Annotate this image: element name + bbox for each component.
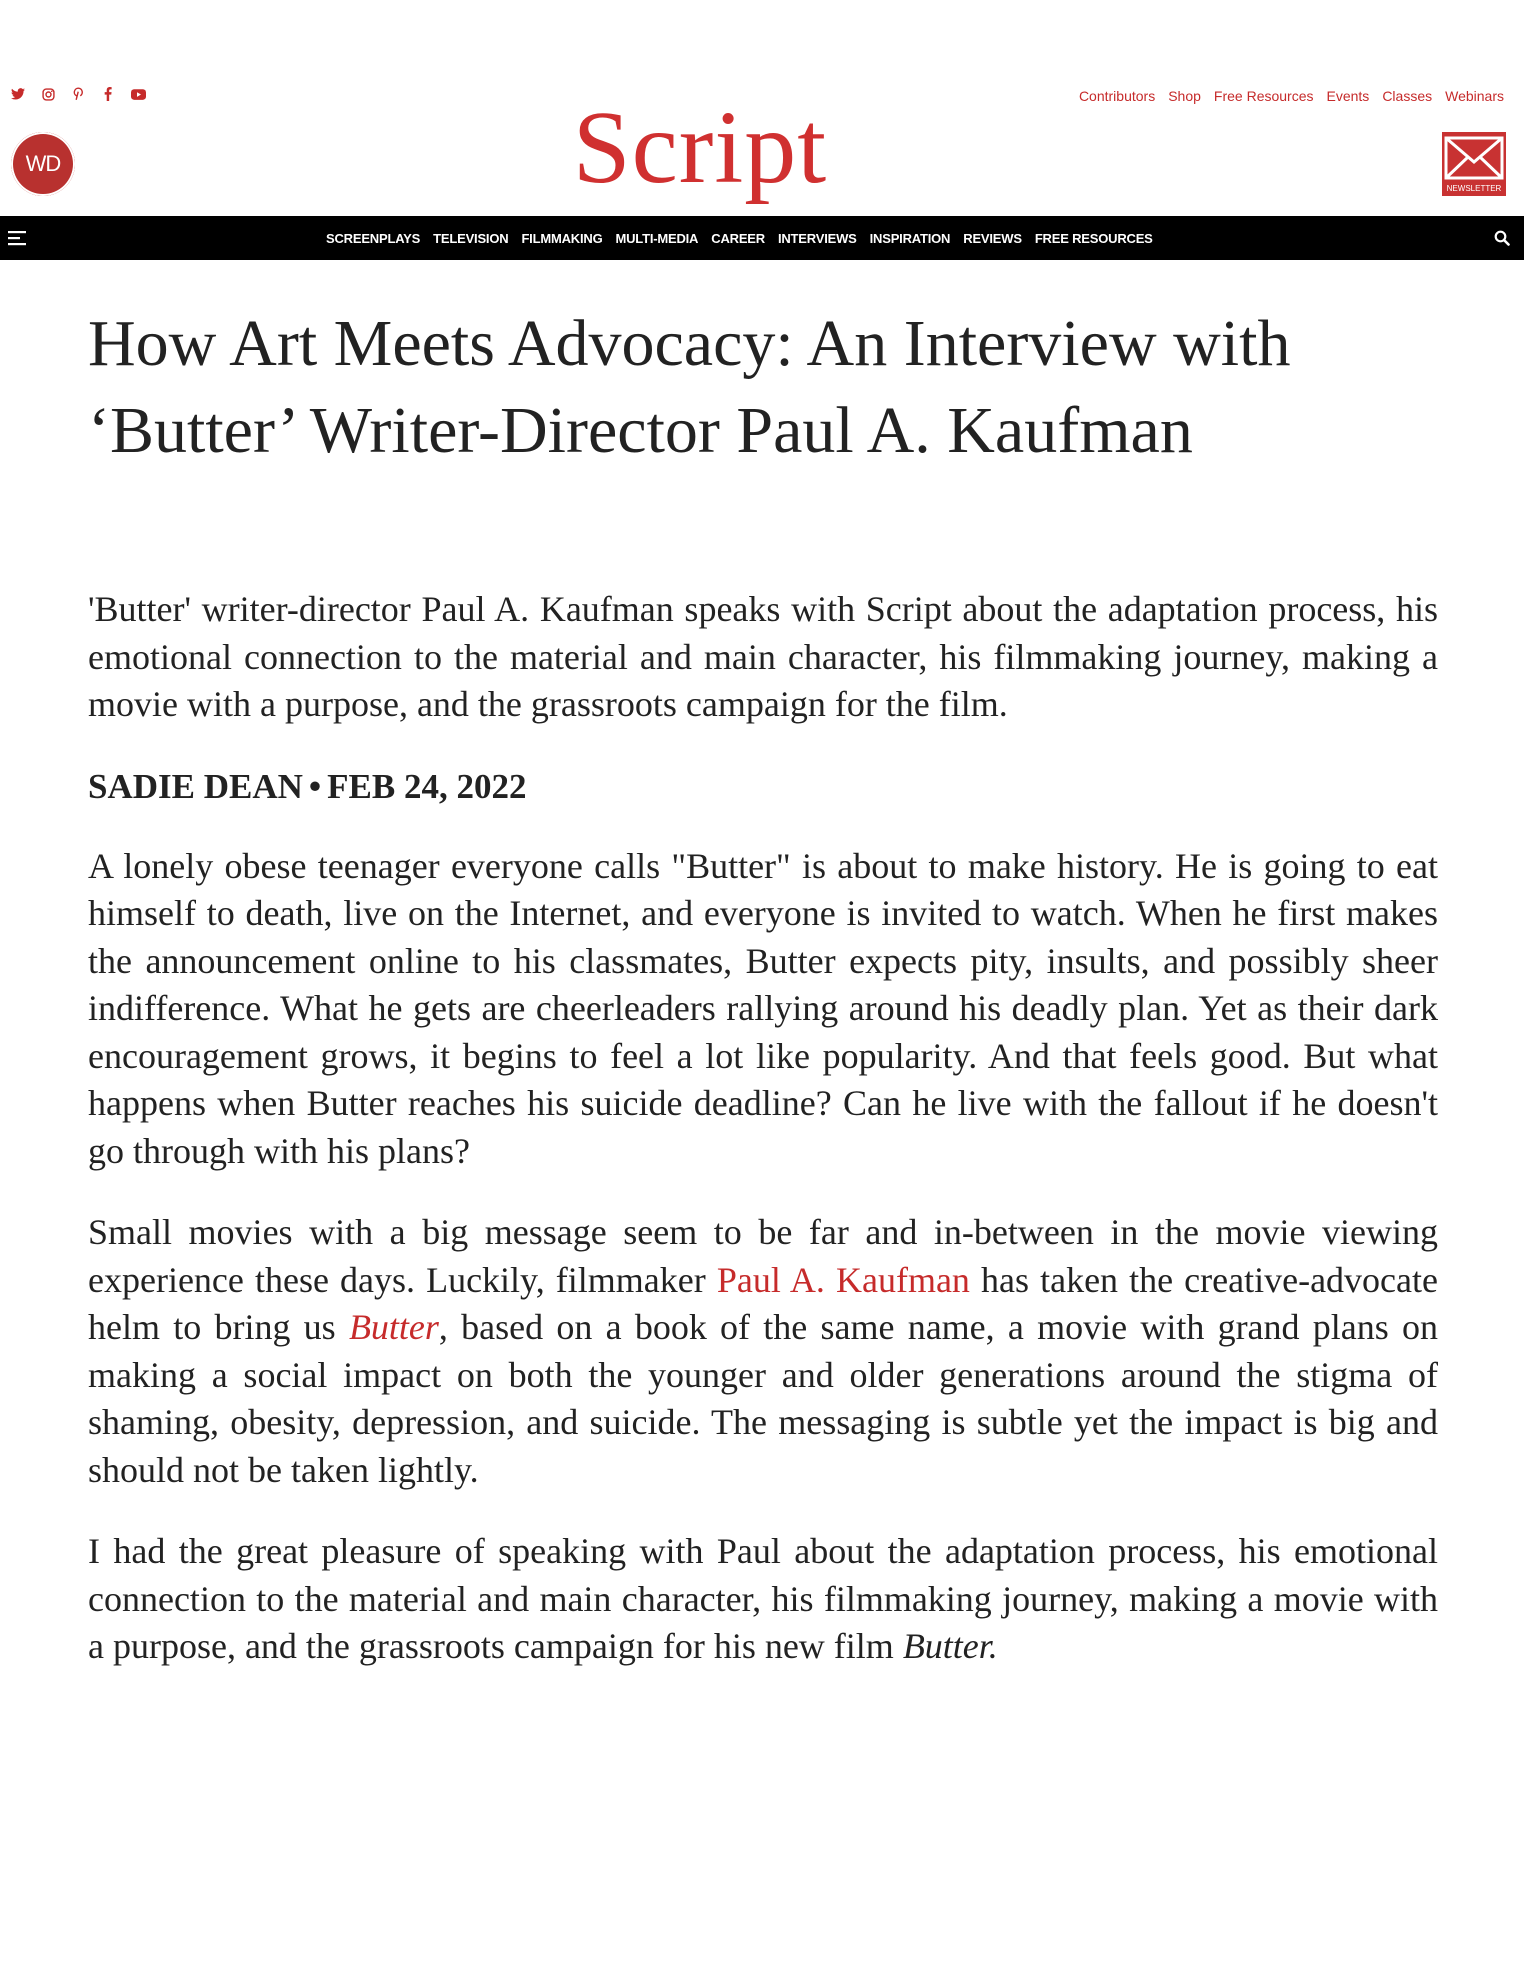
paragraph-2-text-c: , based on a book of the same name, a movie with grand plans on making a social impact on both the younger and older generations around the stigma of shaming, obesity, depression, and suicide. The messaging is subtle yet the impact is big and should not be taken lightly. [88, 1307, 1439, 1490]
main-nav [0, 216, 1524, 260]
nav-item-filmmaking[interactable]: FILMMAKING [521, 230, 603, 246]
author-name[interactable]: SADIE DEAN [88, 766, 303, 806]
nav-item-television[interactable]: TELEVISION [433, 230, 509, 246]
byline-separator: • [308, 766, 322, 806]
nav-item-multi-media[interactable]: MULTI-MEDIA [615, 230, 699, 246]
article-paragraph-2 [88, 1209, 1438, 1494]
hamburger-menu-icon[interactable] [8, 229, 30, 247]
nav-item-career[interactable]: CAREER [711, 230, 765, 246]
newsletter-label: NEWSLETTER [1446, 184, 1502, 193]
article-paragraph-3 [88, 1528, 1438, 1671]
nav-item-reviews[interactable]: REVIEWS [963, 230, 1022, 246]
paragraph-2-text-b: has taken the creative-advocate helm to bring us [88, 1259, 1438, 1347]
butter-film-link[interactable]: Butter [348, 1307, 439, 1347]
article-title-line-1: How Art Meets Advocacy: An Interview with [88, 307, 1291, 380]
search-icon[interactable] [1494, 230, 1510, 246]
newsletter-button[interactable] [1442, 132, 1506, 196]
paragraph-3-text-a: I had the great pleasure of speaking with Paul about the adaptation process, his emotional connection to the material and main character, his filmmaking journey, making a movie with a purpose, and the grassroots campaign for his new film [88, 1531, 1438, 1666]
wd-logo-text: WD [25, 151, 61, 176]
script-logo[interactable]: Script [572, 90, 828, 205]
article [88, 300, 1438, 1671]
nav-item-free-resources[interactable]: FREE RESOURCES [1034, 230, 1153, 246]
top-link-free-resources[interactable]: Free Resources [1213, 88, 1314, 104]
article-title [88, 300, 1438, 474]
top-link-contributors[interactable]: Contributors [1078, 88, 1156, 104]
top-link-shop[interactable]: Shop [1168, 88, 1201, 104]
article-paragraph-1: A lonely obese teenager everyone calls "Butter" is about to make history. He is going to eat himself to death, live on the Internet, and everyone is invited to watch. When he first makes the announcement online to his classmates, Butter expects pity, insults, and possibly sheer indifference. What he gets are cheerleaders rallying around his deadly plan. Yet as their dark encouragement grows, it begins to feel a lot like popularity. And that feels good. But what happens when Butter reaches his suicide deadline? Can he live with the fallout if he doesn't go through with his plans? [88, 845, 1438, 1171]
butter-film-title: Butter. [902, 1626, 998, 1666]
envelope-icon [1442, 132, 1506, 184]
nav-menu [326, 216, 1153, 260]
paul-kaufman-link[interactable]: Paul A. Kaufman [716, 1259, 970, 1300]
nav-item-interviews[interactable]: INTERVIEWS [777, 230, 857, 246]
nav-item-inspiration[interactable]: INSPIRATION [869, 230, 951, 246]
nav-item-screenplays[interactable]: SCREENPLAYS [326, 230, 421, 246]
article-byline [88, 767, 1438, 807]
top-link-classes[interactable]: Classes [1382, 88, 1433, 104]
paragraph-2-text-a: Small movies with a big message seem to be far and in-between in the movie viewing experience these days. Luckily, filmmaker [88, 1212, 1438, 1300]
top-link-webinars[interactable]: Webinars [1445, 88, 1504, 104]
article-dek: 'Butter' writer-director Paul A. Kaufman speaks with Script about the adaptation process, his emotional connection to the material and main character, his filmmaking journey, making a movie with a purpose, and the grassroots campaign for the film. [88, 589, 1438, 724]
publish-date: FEB 24, 2022 [327, 766, 527, 806]
article-title-line-2: ‘Butter’ Writer-Director Paul A. Kaufman [88, 394, 1193, 467]
top-link-events[interactable]: Events [1326, 88, 1370, 104]
